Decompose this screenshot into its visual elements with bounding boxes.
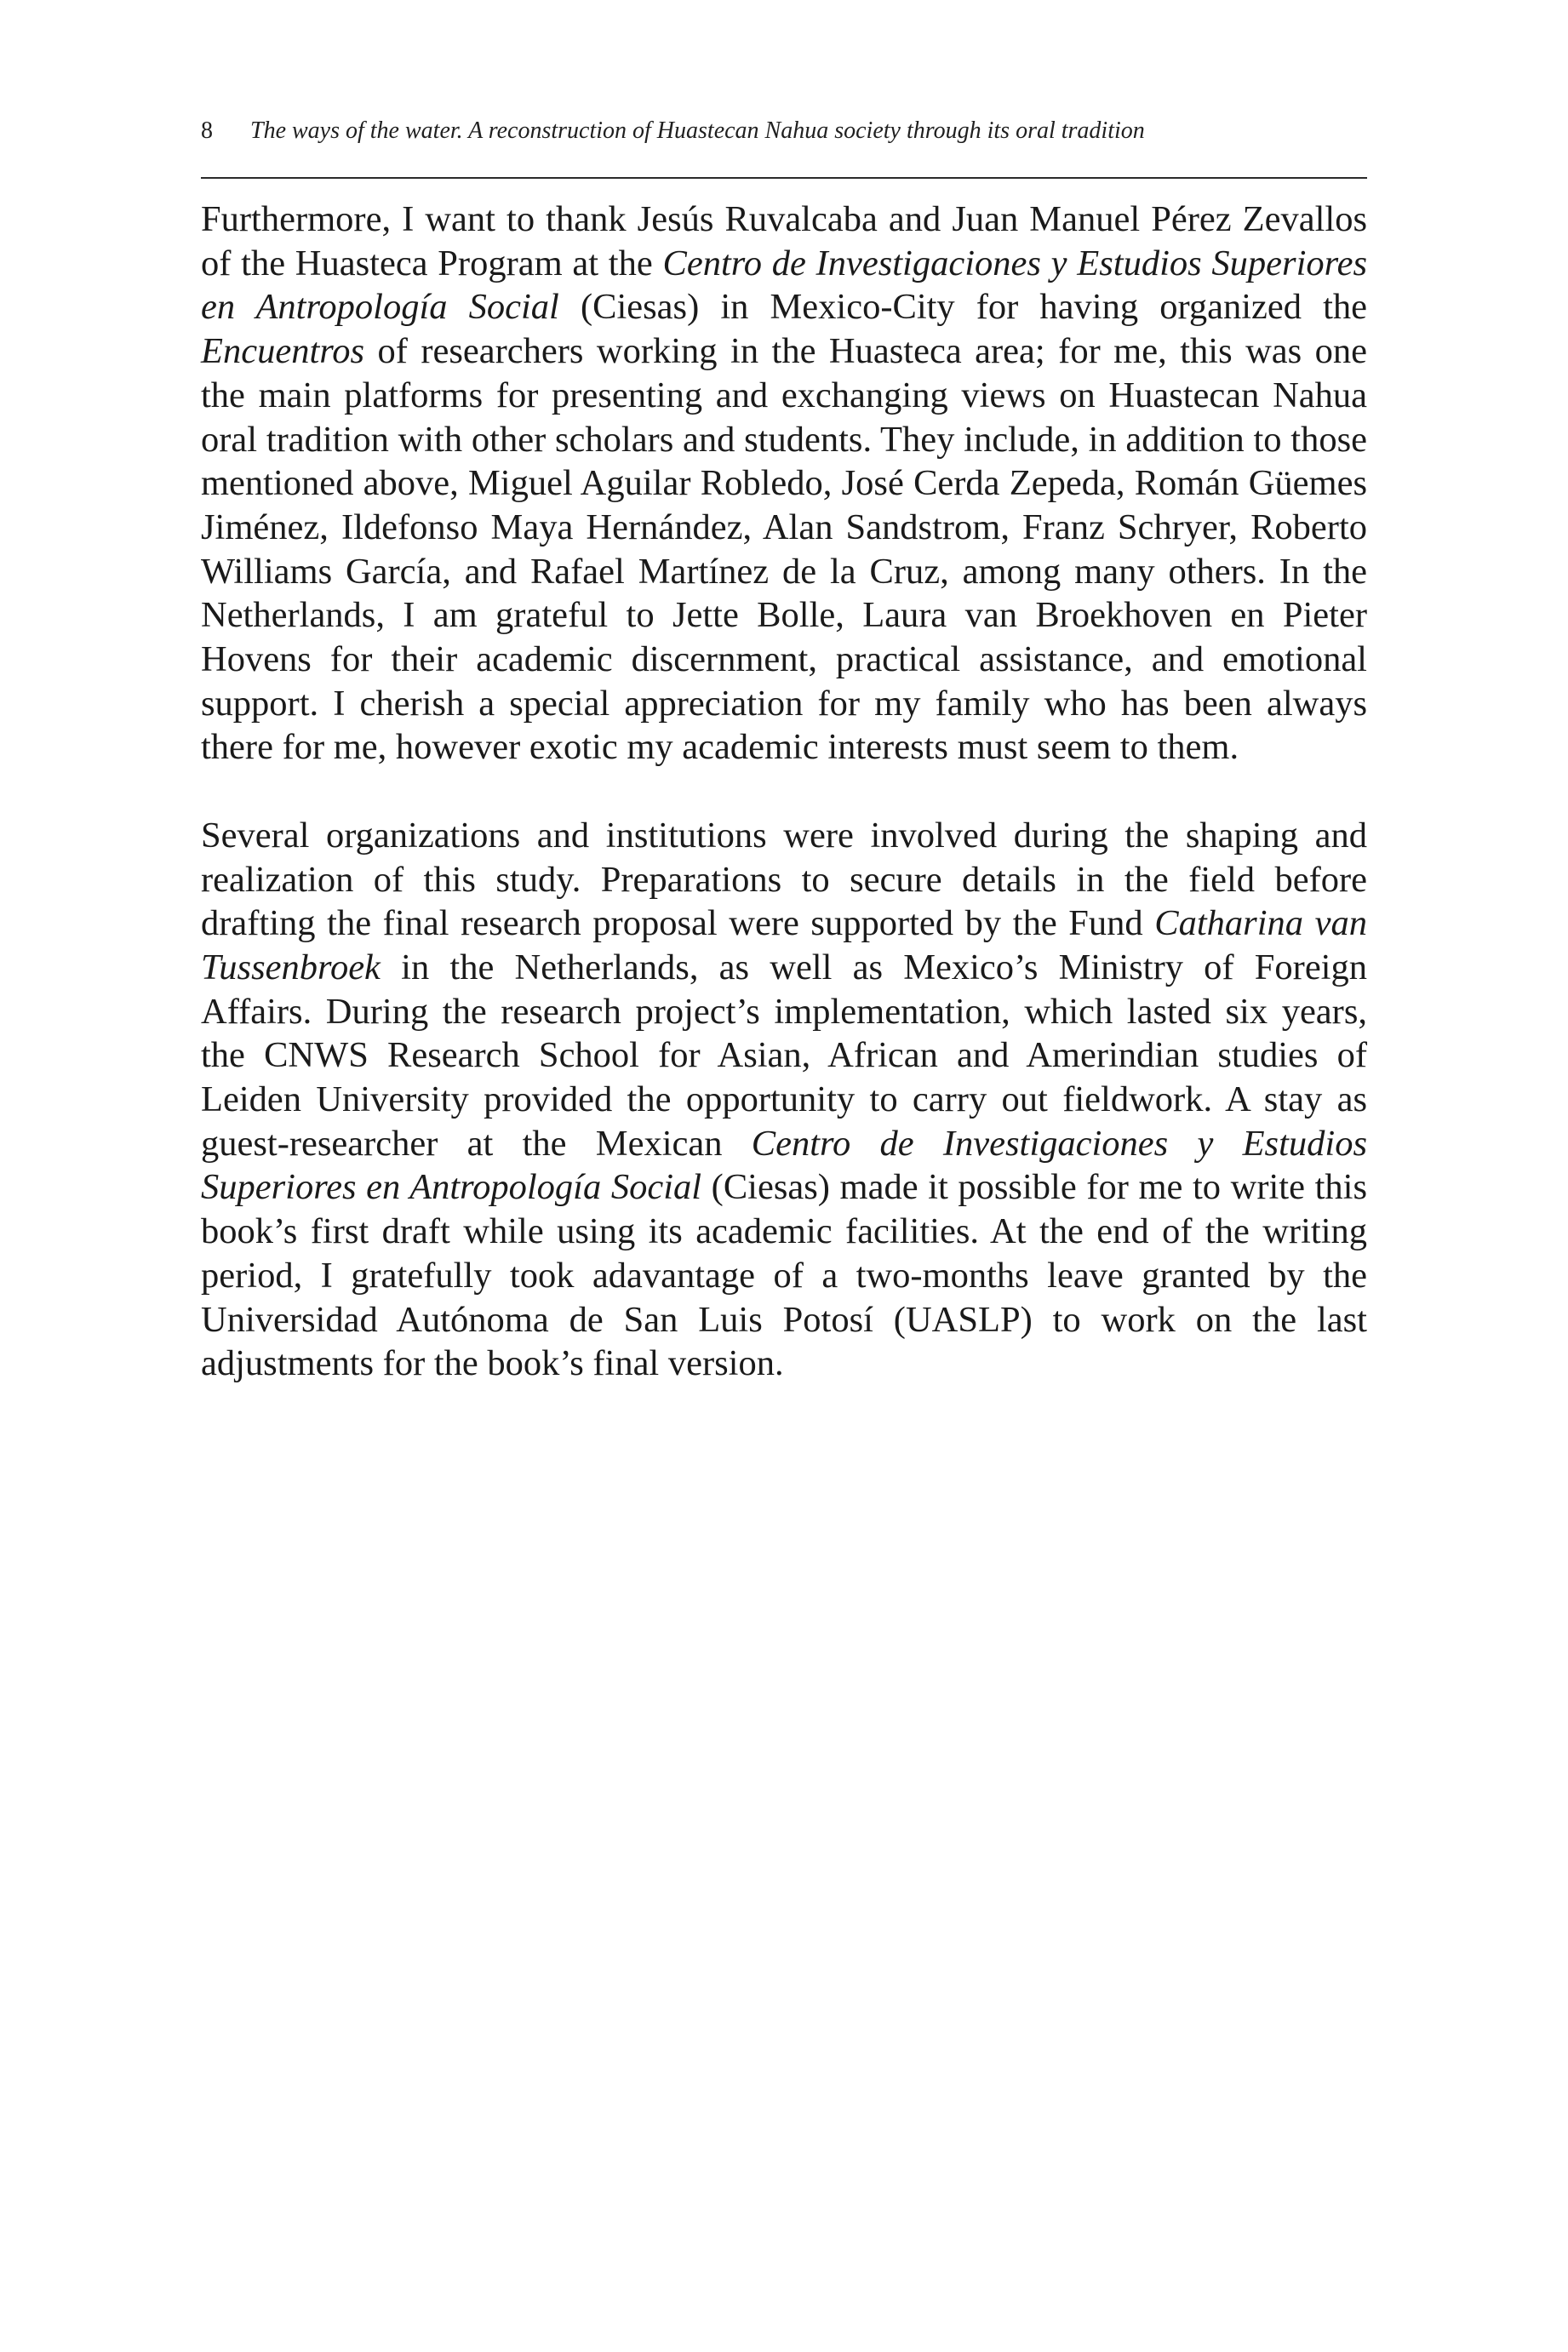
text-segment: in the Netherlands, as well as Mexico’s Ministry of Foreign Affairs. During the research project’s implementation, which lasted six years, the CNWS Research School for Asian, African and Amerindian studies of Leiden University provided the opportunity to carry out fieldwork. A stay as guest-researcher at the Mexican <box>201 947 1367 1164</box>
italic-institution-name: Centro de Investigaciones y Estudios Superiores en Antropología Social <box>201 243 1367 328</box>
paragraph-acknowledgements-people <box>201 197 1367 770</box>
running-title: The ways of the water. A reconstruction of Huastecan Nahua society through its oral tradition <box>250 117 1145 144</box>
italic-fund-name: Catharina van Tussenbroek <box>201 903 1367 987</box>
header-rule <box>201 177 1367 179</box>
italic-encuentros: Encuentros <box>201 331 364 372</box>
italic-institution-name: Centro de Investigaciones y Estudios Superiores en Antropología Social <box>201 1123 1367 1208</box>
text-segment: of researchers working in the Huasteca area; for me, this was one the main platforms for presenting and exchanging views on Huastecan Nahua oral tradition with other scholars and students. They include, in addition to those mentioned above, Miguel Aguilar Robledo, José Cerda Zepeda, Román Güemes Jiménez, Ildefonso Maya Hernández, Alan Sandstrom, Franz Schryer, Roberto Williams García, and Rafael Martínez de la Cruz, among many others. In the Netherlands, I am grateful to Jette Bolle, Laura van Broekhoven en Pieter Hovens for their academic discernment, practical assistance, and emotional support. I cherish a special appreciation for my family who has been always there for me, however exotic my academic interests must seem to them. <box>201 331 1367 768</box>
paragraph-acknowledgements-institutions <box>201 814 1367 1386</box>
text-segment: (Ciesas) made it possible for me to write this book’s first draft while using its academic facilities. At the end of the writing period, I gratefully took adavantage of a two-months leave granted by the Universidad Autónoma de San Luis Potosí (UASLP) to work on the last adjustments for the book’s final version. <box>201 1167 1367 1384</box>
running-header <box>201 116 1367 146</box>
body-text <box>201 197 1367 1386</box>
text-segment: Furthermore, I want to thank Jesús Ruvalcaba and Juan Manuel Pérez Zevallos of the Huasteca Program at the <box>201 199 1367 283</box>
text-segment: Several organizations and institutions were involved during the shaping and realization of this study. Preparations to secure details in the field before drafting the final research proposal were supported by the Fund <box>201 815 1367 944</box>
page-number: 8 <box>201 117 213 144</box>
text-segment: (Ciesas) in Mexico-City for having organized the <box>558 287 1368 328</box>
